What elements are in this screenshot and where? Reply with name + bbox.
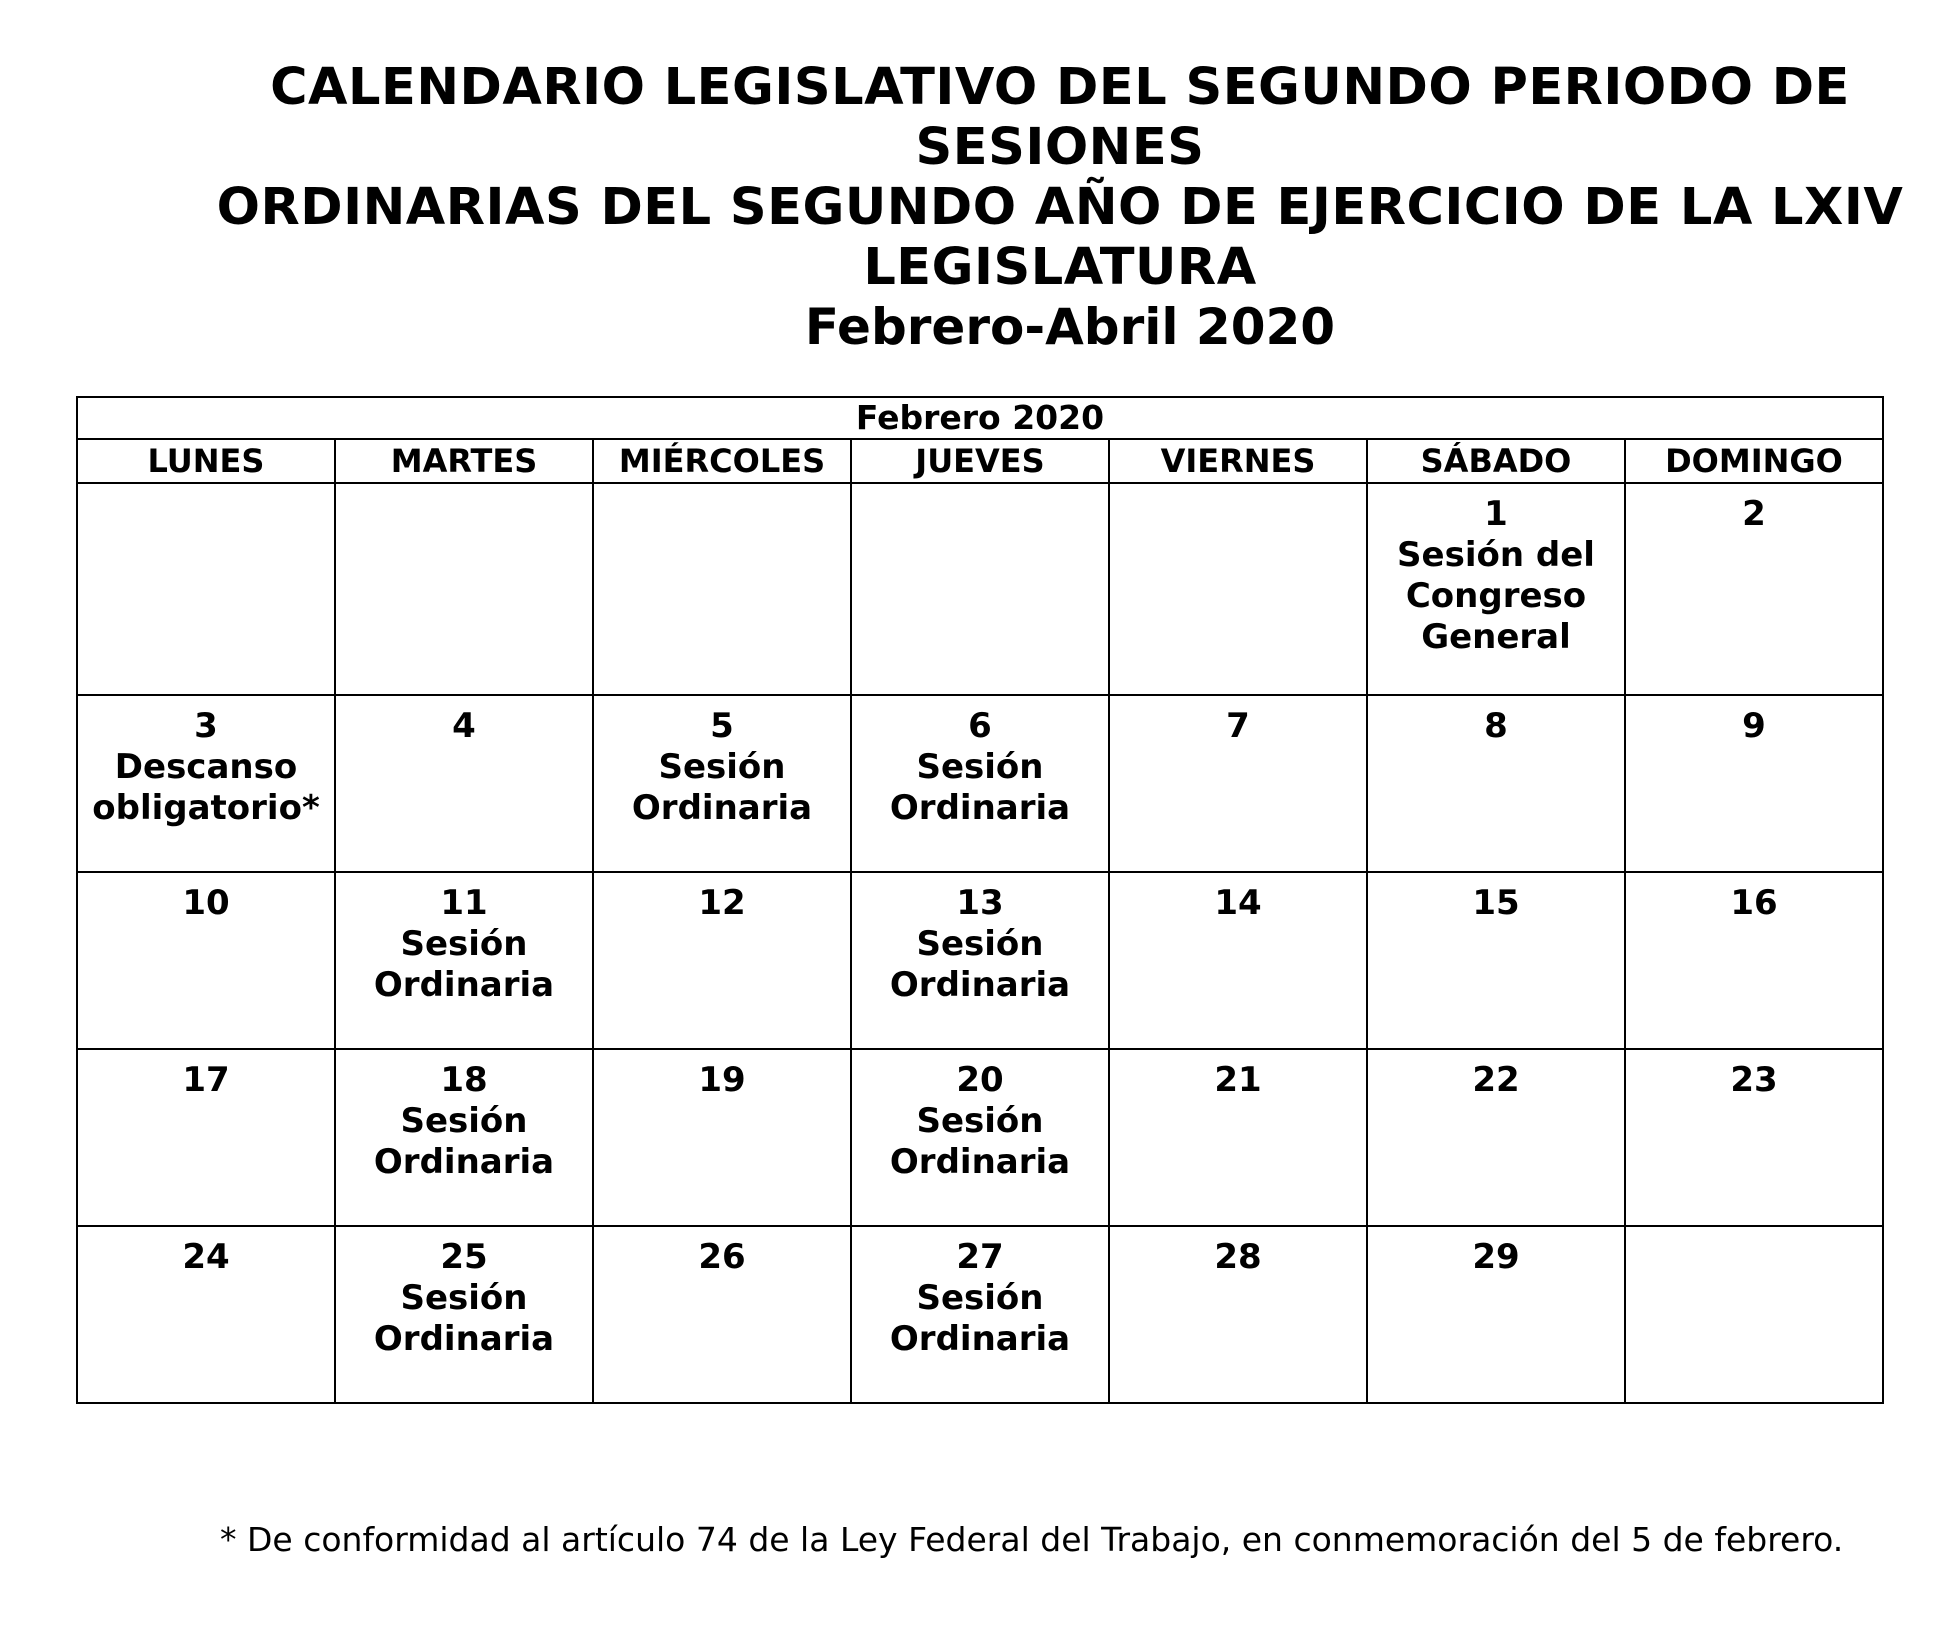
day-number: 7 <box>1226 706 1250 746</box>
day-number: 16 <box>1730 883 1778 923</box>
day-event: Sesión Ordinaria <box>889 747 1071 828</box>
day-number: 1 <box>1484 494 1508 534</box>
day-cell <box>851 695 1109 872</box>
day-number: 25 <box>440 1237 488 1277</box>
day-number: 19 <box>698 1060 746 1100</box>
day-cell <box>335 1226 593 1403</box>
day-number: 26 <box>698 1237 746 1277</box>
day-event: Sesión Ordinaria <box>373 1278 555 1359</box>
day-number: 21 <box>1214 1060 1262 1100</box>
day-cell <box>851 1226 1109 1403</box>
day-number: 18 <box>440 1060 488 1100</box>
day-cell <box>77 1049 335 1226</box>
day-event: Sesión Ordinaria <box>373 924 555 1005</box>
day-number: 28 <box>1214 1237 1262 1277</box>
day-cell <box>1367 695 1625 872</box>
weekday-header: JUEVES <box>851 439 1109 483</box>
day-number: 5 <box>710 706 734 746</box>
day-cell <box>593 872 851 1049</box>
day-cell <box>1367 1226 1625 1403</box>
day-number: 6 <box>968 706 992 746</box>
day-cell <box>335 872 593 1049</box>
day-cell <box>77 1226 335 1403</box>
document-title <box>160 58 1935 298</box>
day-cell <box>77 872 335 1049</box>
day-cell <box>851 1049 1109 1226</box>
day-event: Sesión Ordinaria <box>631 747 813 828</box>
day-number: 3 <box>194 706 218 746</box>
day-number: 4 <box>452 706 476 746</box>
weekday-header: MARTES <box>335 439 593 483</box>
day-cell <box>1109 483 1367 695</box>
day-number: 23 <box>1730 1060 1778 1100</box>
week-row <box>77 872 1883 1049</box>
footnote: * De conformidad al artículo 74 de la Ley Federal del Trabajo, en conmemoración del 5 de febrero. <box>220 1520 1844 1559</box>
day-number: 27 <box>956 1237 1004 1277</box>
day-number: 14 <box>1214 883 1262 923</box>
day-cell <box>77 483 335 695</box>
weekday-header-row <box>77 439 1883 483</box>
weekday-header: DOMINGO <box>1625 439 1883 483</box>
day-event: Sesión Ordinaria <box>373 1101 555 1182</box>
day-cell <box>1625 1226 1883 1403</box>
title-line-3: LEGISLATURA <box>863 238 1257 297</box>
day-number: 9 <box>1742 706 1766 746</box>
day-cell <box>335 483 593 695</box>
day-cell <box>593 1226 851 1403</box>
day-number: 11 <box>440 883 488 923</box>
day-number: 2 <box>1742 494 1766 534</box>
day-number: 13 <box>956 883 1004 923</box>
weekday-header: MIÉRCOLES <box>593 439 851 483</box>
day-number: 15 <box>1472 883 1520 923</box>
day-cell <box>593 1049 851 1226</box>
day-number: 29 <box>1472 1237 1520 1277</box>
week-row <box>77 483 1883 695</box>
day-cell <box>77 695 335 872</box>
weekday-header: SÁBADO <box>1367 439 1625 483</box>
day-event: Sesión Ordinaria <box>889 1101 1071 1182</box>
title-line-2: ORDINARIAS DEL SEGUNDO AÑO DE EJERCICIO DE LA LXIV <box>216 178 1904 237</box>
month-header: Febrero 2020 <box>77 397 1883 439</box>
day-event: Sesión Ordinaria <box>889 924 1071 1005</box>
week-row <box>77 1226 1883 1403</box>
weekday-header: VIERNES <box>1109 439 1367 483</box>
weekday-header: LUNES <box>77 439 335 483</box>
day-number: 24 <box>182 1237 230 1277</box>
day-cell <box>335 695 593 872</box>
day-cell <box>1109 1049 1367 1226</box>
day-cell <box>1367 872 1625 1049</box>
day-cell <box>851 483 1109 695</box>
day-cell <box>1367 1049 1625 1226</box>
day-cell <box>1109 695 1367 872</box>
day-cell <box>1625 483 1883 695</box>
week-row <box>77 695 1883 872</box>
day-cell <box>593 695 851 872</box>
day-number: 8 <box>1484 706 1508 746</box>
document-subtitle: Febrero-Abril 2020 <box>804 298 1336 356</box>
day-number: 20 <box>956 1060 1004 1100</box>
day-cell <box>851 872 1109 1049</box>
day-number: 12 <box>698 883 746 923</box>
day-cell <box>1109 1226 1367 1403</box>
day-event: Sesión Ordinaria <box>889 1278 1071 1359</box>
day-number: 17 <box>182 1060 230 1100</box>
day-cell <box>1367 483 1625 695</box>
calendar-table <box>76 396 1884 1404</box>
title-line-1: CALENDARIO LEGISLATIVO DEL SEGUNDO PERIODO DE SESIONES <box>270 58 1850 177</box>
day-number: 22 <box>1472 1060 1520 1100</box>
day-event: Sesión del Congreso General <box>1397 535 1595 657</box>
day-cell <box>1625 695 1883 872</box>
week-row <box>77 1049 1883 1226</box>
day-cell <box>1625 1049 1883 1226</box>
day-cell <box>1109 872 1367 1049</box>
day-cell <box>335 1049 593 1226</box>
day-event: Descanso obligatorio* <box>92 747 320 828</box>
day-cell <box>1625 872 1883 1049</box>
calendar-body <box>77 483 1883 1403</box>
day-number: 10 <box>182 883 230 923</box>
day-cell <box>593 483 851 695</box>
